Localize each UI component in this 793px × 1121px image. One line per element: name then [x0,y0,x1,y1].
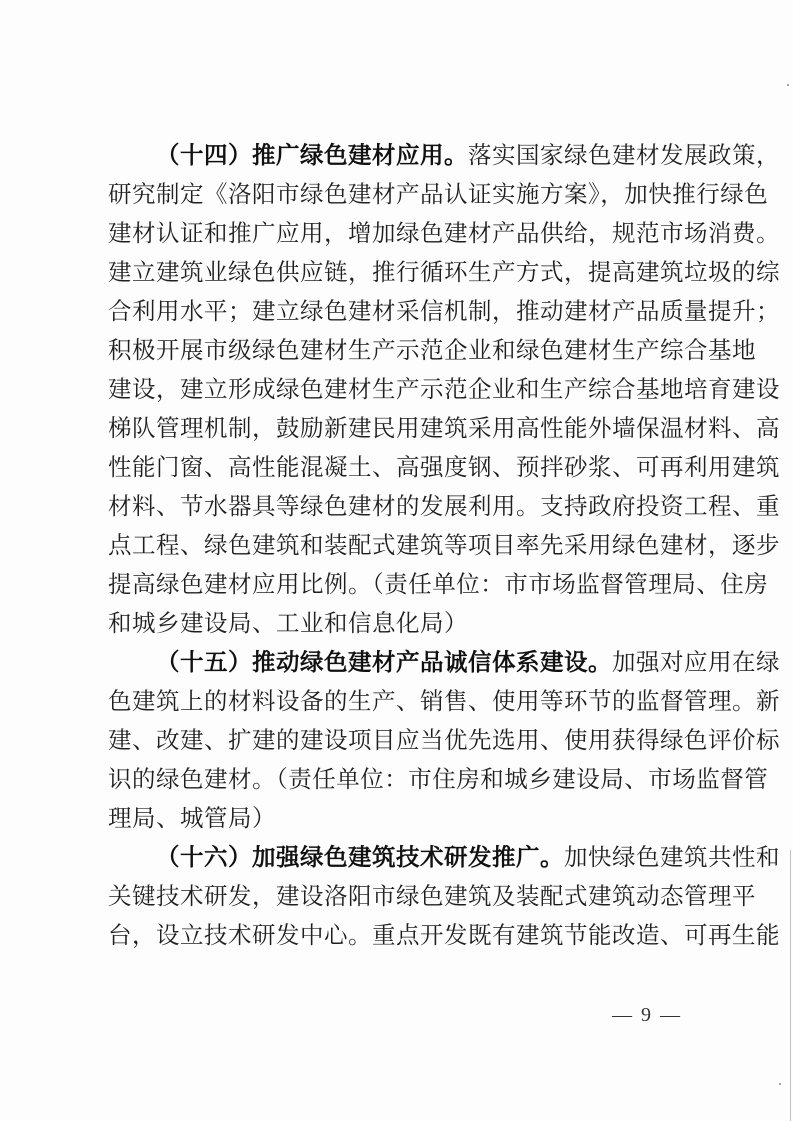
text-line: 性能门窗、高性能混凝土、高强度钢、预拌砂浆、可再利用建筑 [108,453,780,481]
text-line: 建、改建、扩建的建设项目应当优先选用、使用获得绿色评价标 [108,726,780,754]
line-text: 加强对应用在绿 [612,648,780,676]
text-line [108,838,780,877]
text-line: 点工程、绿色建筑和装配式建筑等项目率先采用绿色建材，逐步 [108,531,780,559]
text-line [108,136,780,175]
text-line: 建设，建立形成绿色建材生产示范企业和生产综合基地培育建设 [108,375,780,403]
text-line: 识的绿色建材。（责任单位：市住房和城乡建设局、市场监督管 [108,765,769,793]
section-15 [108,643,780,838]
text-line: 关键技术研发，建设洛阳市绿色建筑及装配式建筑动态管理平 [108,882,756,910]
text-line: 台，设立技术研发中心。重点开发既有建筑节能改造、可再生能 [108,921,780,949]
body-text [108,136,780,955]
page-number: — 9 — [612,1004,682,1026]
text-line: 梯队管理机制，鼓励新建民用建筑采用高性能外墙保温材料、高 [108,414,780,442]
text-line: 研究制定《洛阳市绿色建材产品认证实施方案》，加快推行绿色 [108,180,769,208]
text-line: 色建筑上的材料设备的生产、销售、使用等环节的监督管理。新 [108,687,780,715]
text-line: 积极开展市级绿色建材生产示范企业和绿色建材生产综合基地 [108,336,756,364]
text-line: 建立建筑业绿色供应链，推行循环生产方式，提高建筑垃圾的综 [108,258,780,286]
section-16 [108,838,780,955]
text-line [108,643,780,682]
scan-speck [779,1083,781,1085]
text-line: 合利用水平；建立绿色建材采信机制，推动建材产品质量提升； [108,297,780,325]
text-line: 材料、节水器具等绿色建材的发展利用。支持政府投资工程、重 [108,492,780,520]
section-heading: （十六）加强绿色建筑技术研发推广。 [156,843,564,871]
scan-speck [787,84,789,86]
line-text: 加快绿色建筑共性和 [564,843,780,871]
text-line: 提高绿色建材应用比例。（责任单位：市市场监督管理局、住房 [108,570,769,598]
section-heading: （十五）推动绿色建材产品诚信体系建设。 [156,648,612,676]
section-14 [108,136,780,643]
scan-edge-line [790,850,791,1121]
text-line: 和城乡建设局、工业和信息化局） [108,609,468,637]
text-line: 理局、城管局） [108,804,276,832]
line-text: 落实国家绿色建材发展政策， [468,141,780,169]
text-line: 建材认证和推广应用，增加绿色建材产品供给，规范市场消费。 [108,219,780,247]
section-heading: （十四）推广绿色建材应用。 [156,141,468,169]
